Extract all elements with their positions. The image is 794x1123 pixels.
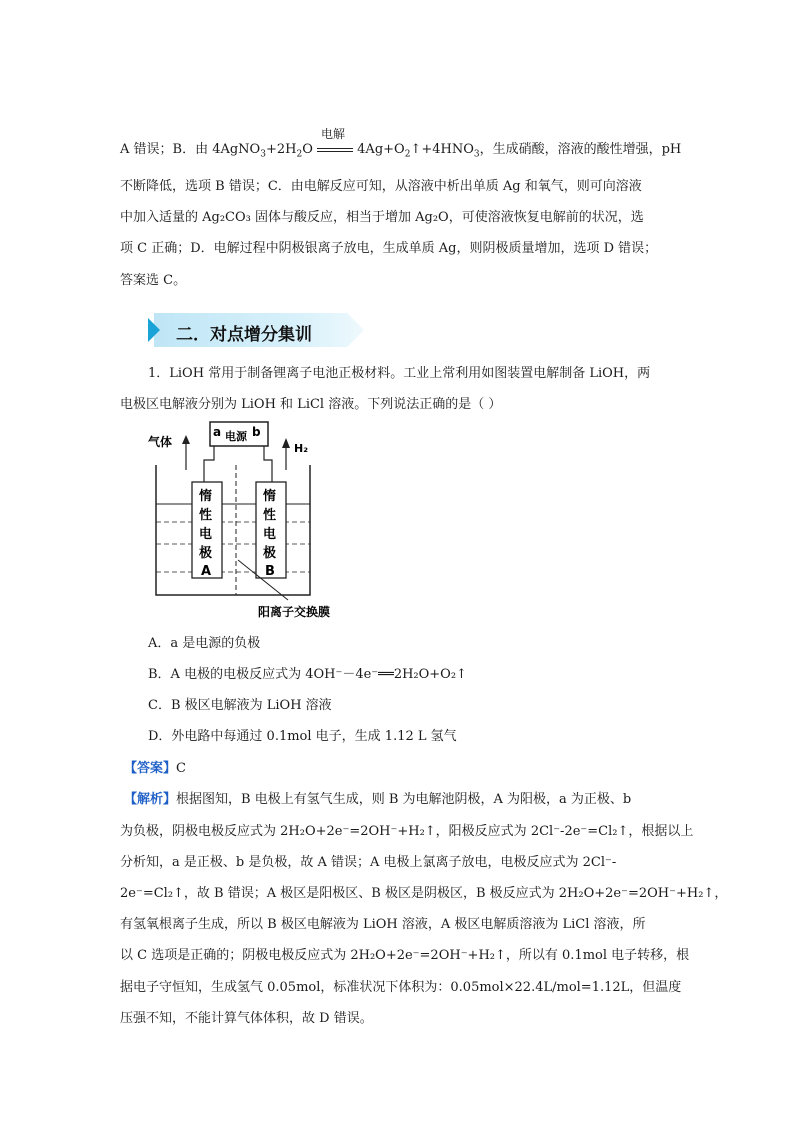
electrode-a-char: 惰 xyxy=(199,489,213,504)
analysis-line-2: 为负极，阴极电极反应式为 2H₂O+2e⁻=2OH⁻+H₂↑，阳极反应式为 2Cl⁻-2e⁻=Cl₂↑，根据以上 xyxy=(120,824,694,839)
option-a: A．a 是电源的负极 xyxy=(148,636,261,651)
answer xyxy=(124,760,186,778)
electrolysis-diagram xyxy=(148,420,348,620)
option-c: C．B 极区电解液为 LiOH 溶液 xyxy=(148,698,332,713)
question-line-2: 电极区电解液分别为 LiOH 和 LiCl 溶液。下列说法正确的是（ ） xyxy=(120,397,502,412)
prev-line-2: 不断降低，选项 B 错误；C．由电解反应可知，从溶液中析出单质 Ag 和氧气，则可向溶液 xyxy=(120,179,642,194)
prev-line-5: 答案选 C。 xyxy=(120,273,187,288)
text-segment: 4Ag+O xyxy=(357,142,405,157)
wire-right xyxy=(264,446,272,482)
section-arrow-icon xyxy=(148,318,160,342)
power-label: 电源 xyxy=(225,430,247,443)
h2-up-arrow-icon xyxy=(282,438,290,448)
tank xyxy=(156,465,310,595)
gas-left-label: 气体 xyxy=(148,435,173,449)
membrane-label: 阳离子交换膜 xyxy=(258,605,331,619)
text-segment: ↑+4HNO xyxy=(410,142,474,157)
analysis-text: 根据图知，B 电极上有氢气生成，则 B 为电解池阴极，A 为阳极，a 为正极、b xyxy=(176,792,632,807)
answer-tag: 【答案】 xyxy=(124,761,177,776)
power-b-label: b xyxy=(252,425,261,439)
gas-right-label: H₂ xyxy=(294,442,309,455)
section-header xyxy=(148,313,368,347)
prev-line-3: 中加入适量的 Ag₂CO₃ 固体与酸反应，相当于增加 Ag₂O，可使溶液恢复电解前的状况，选 xyxy=(120,210,644,225)
electrode-b-char: 电 xyxy=(263,527,277,542)
eq-label: 电解 xyxy=(321,127,346,141)
electrode-b-char: 惰 xyxy=(263,489,277,504)
power-a-label: a xyxy=(213,425,222,439)
electrode-a-char: 性 xyxy=(199,508,213,523)
analysis-line-3: 分析知，a 是正极、b 是负极，故 A 错误；A 电极上氯离子放电，电极反应式为 2Cl⁻- xyxy=(120,855,617,870)
analysis-line-5: 有氢氧根离子生成，所以 B 极区电解液为 LiOH 溶液，A 极区电解质溶液为 LiCl 溶液，所 xyxy=(120,917,646,932)
prev-line-1: A 错误；B．由 $4AgNO_3+2H_2O$ 电解 $4Ag+O_2↑+4HNO_3$，生成硝酸，溶液的酸性增强，pH xyxy=(120,127,682,160)
electrode-b-char: B xyxy=(265,564,275,579)
option-b: B．A 电极的电极反应式为 4OH⁻－4e⁻══2H₂O+O₂↑ xyxy=(148,667,467,682)
text-segment: ，生成硝酸，溶液的酸性增强，pH xyxy=(479,142,682,157)
electrode-b-char: 性 xyxy=(263,508,277,523)
text-segment: A 错误；B．由 4AgNO xyxy=(120,142,261,157)
analysis-line-1 xyxy=(124,791,631,809)
wire-left xyxy=(204,446,214,482)
question-line-1: 1．LiOH 常用于制备锂离子电池正极材料。工业上常利用如图装置电解制备 LiOH，两 xyxy=(148,366,651,381)
analysis-line-7: 据电子守恒知，生成氢气 0.05mol，标准状况下体积为：0.05mol×22.4L/mol=1.12L，但温度 xyxy=(120,980,682,995)
prev-line-4: 项 C 正确；D．电解过程中阴极银离子放电，生成单质 Ag，则阴极质量增加，选项 D 错误； xyxy=(120,241,658,256)
electrode-a-char: A xyxy=(201,564,212,579)
analysis-line-8: 压强不知，不能计算气体体积，故 D 错误。 xyxy=(120,1011,373,1026)
electrolysis-equals xyxy=(317,127,353,159)
analysis-tag: 【解析】 xyxy=(124,792,177,807)
electrode-a-char: 电 xyxy=(199,527,213,542)
gas-up-arrow-icon xyxy=(182,435,190,444)
analysis-line-6: 以 C 选项是正确的；阴极电极反应式为 2H₂O+2e⁻=2OH⁻+H₂↑，所以有 0.1mol 电子转移，根 xyxy=(120,948,690,963)
analysis-line-4: 2e⁻=Cl₂↑，故 B 错误；A 极区是阳极区、B 极区是阴极区，B 极反应式为 2H₂O+2e⁻=2OH⁻+H₂↑， xyxy=(120,886,728,901)
electrode-a-char: 极 xyxy=(199,546,213,561)
section-title: 二．对点增分集训 xyxy=(176,325,312,345)
option-d: D．外电路中每通过 0.1mol 电子，生成 1.12 L 氢气 xyxy=(148,729,457,744)
electrode-b-char: 极 xyxy=(263,546,277,561)
answer-value: C xyxy=(176,761,186,776)
